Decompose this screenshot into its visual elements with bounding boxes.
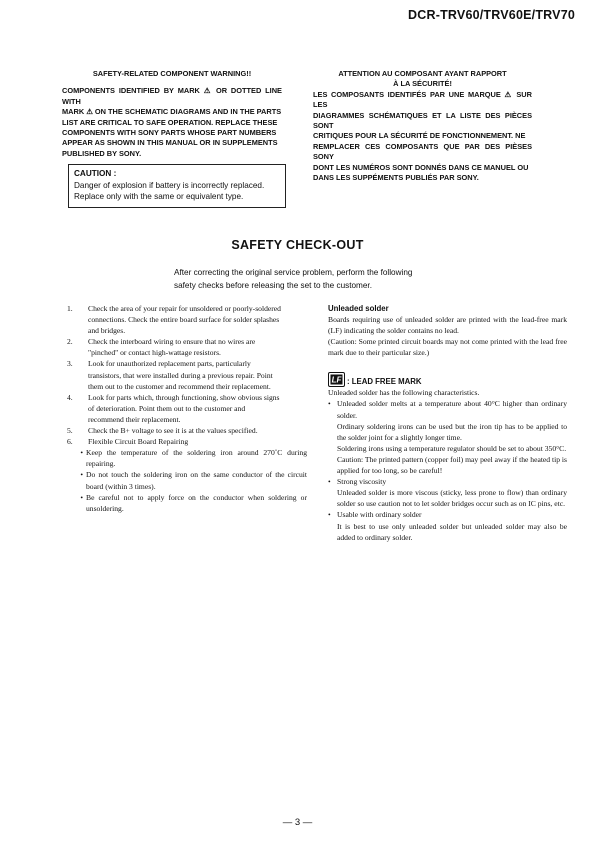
item-number: 4. bbox=[67, 392, 73, 402]
caution-line: Replace only with the same or equivalent type. bbox=[74, 192, 244, 202]
flex-repair-bullet bbox=[67, 469, 307, 491]
item-text bbox=[88, 303, 307, 336]
unleaded-paragraph: Boards requiring use of unleaded solder are printed with the lead-free mark (LF) indicating the solder contains no lead. bbox=[328, 315, 567, 336]
battery-caution-box bbox=[68, 164, 286, 208]
item-line: them out to the customer and recommend their replacement. bbox=[88, 381, 271, 391]
bullet-text: Do not touch the soldering iron on the same conductor of the circuit board (within 3 times). bbox=[86, 470, 307, 491]
bullet-detail: It is best to use only unleaded solder but unleaded solder may also be added to ordinary solder. bbox=[337, 521, 567, 542]
model-number-header: DCR-TRV60/TRV60E/TRV70 bbox=[408, 8, 575, 22]
checklist-item bbox=[67, 358, 307, 391]
bullet-text: Be careful not to apply force on the conductor when soldering or unsoldering. bbox=[86, 492, 307, 513]
bullet-text: Usable with ordinary solder bbox=[337, 510, 422, 520]
checklist-item bbox=[67, 336, 307, 358]
lead-free-section bbox=[328, 303, 567, 543]
caution-line: Danger of explosion if battery is incorrectly replaced. bbox=[74, 180, 265, 190]
bullet-icon: • bbox=[80, 448, 83, 458]
item-text bbox=[88, 436, 307, 447]
bullet-icon: • bbox=[328, 510, 331, 520]
intro-line: safety checks before releasing the set to the customer. bbox=[174, 281, 372, 291]
warning-line: COMPONENTS WITH SONY PARTS WHOSE PART NUMBERS bbox=[62, 128, 277, 138]
lead-free-mark-text: LF bbox=[331, 375, 342, 385]
lead-free-bullet bbox=[328, 476, 567, 487]
bullet-detail: Caution: The printed pattern (copper foil) may peel away if the heated tip is applied for too long, so be careful! bbox=[337, 454, 567, 476]
warning-title: SAFETY-RELATED COMPONENT WARNING!! bbox=[92, 69, 252, 78]
warning-line: LIST ARE CRITICAL TO SAFE OPERATION. REPLACE THESE bbox=[62, 117, 278, 127]
warning-title-line: ATTENTION AU COMPOSANT AYANT RAPPORT bbox=[338, 69, 507, 78]
warning-line: APPEAR AS SHOWN IN THIS MANUAL OR IN SUPPLEMENTS bbox=[62, 138, 278, 148]
item-line: Check the interboard wiring to ensure that no wires are bbox=[88, 337, 256, 347]
bullet-detail: Unleaded solder is more viscous (sticky, less prone to flow) than ordinary solder so use caution not to let solder bridges occur such as on IC pins, etc. bbox=[337, 488, 567, 509]
safety-check-out-title: SAFETY CHECK-OUT bbox=[231, 238, 364, 252]
warning-title-line: À LA SÉCURITÉ! bbox=[393, 79, 452, 89]
item-number: 3. bbox=[67, 359, 73, 369]
flex-repair-bullet bbox=[67, 492, 307, 514]
item-line: "pinched" or contact high-wattage resistors. bbox=[88, 348, 221, 358]
checklist-item bbox=[67, 436, 307, 447]
safety-warning-french bbox=[313, 69, 532, 183]
item-line: Look for unauthorized replacement parts, particularly bbox=[88, 359, 251, 369]
warning-line: REMPLACER CES COMPOSANTS QUE PAR DES PIÈSES SONY bbox=[313, 141, 532, 162]
warning-line: COMPONENTS IDENTIFIED BY MARK ⚠ OR DOTTED LINE WITH bbox=[62, 86, 282, 106]
item-line: of deterioration. Point them out to the customer and bbox=[88, 403, 246, 413]
bullet-icon: • bbox=[328, 477, 331, 487]
safety-checklist bbox=[67, 303, 307, 514]
bullet-detail: Ordinary soldering irons can be used but the iron tip has to be applied to the solder joint for a slightly longer time. bbox=[337, 421, 567, 442]
lead-free-bullet bbox=[328, 398, 567, 420]
warning-line: MARK ⚠ ON THE SCHEMATIC DIAGRAMS AND IN THE PARTS bbox=[62, 107, 282, 117]
lead-free-mark-heading bbox=[328, 372, 567, 387]
item-line: and bridges. bbox=[88, 326, 126, 336]
item-text bbox=[88, 358, 307, 391]
item-text bbox=[88, 425, 307, 436]
bullet-icon: • bbox=[80, 492, 83, 502]
page-number: — 3 — bbox=[282, 817, 313, 828]
bullet-icon: • bbox=[328, 399, 331, 409]
item-line: transistors, that were installed during a previous repair. Point bbox=[88, 370, 273, 380]
item-line: Check the area of your repair for unsoldered or poorly-soldered bbox=[88, 304, 281, 313]
item-line: Check the B+ voltage to see it is at the values specified. bbox=[88, 426, 258, 436]
item-line: Look for parts which, through functioning, show obvious signs bbox=[88, 392, 280, 402]
lead-free-bullet bbox=[328, 509, 567, 520]
warning-title-french bbox=[313, 69, 532, 90]
lead-free-mark-title: : LEAD FREE MARK bbox=[347, 377, 422, 387]
warning-line: DIAGRAMMES SCHÉMATIQUES ET LA LISTE DES PIÈCES SONT bbox=[313, 110, 532, 131]
lead-free-mark-icon bbox=[328, 372, 345, 387]
warning-text-french bbox=[313, 90, 532, 184]
warning-line: DANS LES SUPPÉMENTS PUBLIÉS PAR SONY. bbox=[313, 173, 479, 183]
intro-line: After correcting the original service problem, perform the following bbox=[174, 268, 413, 277]
checklist-item bbox=[67, 392, 307, 425]
bullet-icon: • bbox=[80, 470, 83, 480]
item-text bbox=[88, 392, 307, 425]
safety-intro bbox=[174, 266, 454, 292]
item-number: 5. bbox=[67, 426, 73, 436]
item-number: 6. bbox=[67, 437, 73, 447]
warning-line: CRITIQUES POUR LA SÉCURITÉ DE FONCTIONNEMENT. NE bbox=[313, 131, 526, 141]
bullet-text: Unleaded solder melts at a temperature about 40°C higher than ordinary solder. bbox=[337, 399, 567, 420]
item-line: recommend their replacement. bbox=[88, 414, 181, 424]
item-line: Flexible Circuit Board Repairing bbox=[88, 437, 189, 447]
item-number: 2. bbox=[67, 337, 73, 347]
checklist-item bbox=[67, 425, 307, 436]
warning-line: LES COMPOSANTS IDENTIFÉS PAR UNE MARQUE ⚠ SUR LES bbox=[313, 89, 532, 110]
warning-line: DONT LES NUMÉROS SONT DONNÉS DANS CE MANUEL OU bbox=[313, 162, 529, 172]
caution-title: CAUTION : bbox=[74, 169, 117, 178]
warning-text bbox=[62, 86, 282, 159]
unleaded-caution-paragraph: (Caution: Some printed circuit boards may not come printed with the lead free mark due to their particular size.) bbox=[328, 337, 567, 358]
item-text bbox=[88, 336, 307, 358]
item-number: 1. bbox=[67, 304, 73, 313]
unleaded-solder-heading: Unleaded solder bbox=[328, 304, 389, 313]
safety-warning-english bbox=[62, 69, 282, 159]
warning-line: PUBLISHED BY SONY. bbox=[62, 148, 142, 158]
bullet-text: Strong viscosity bbox=[337, 477, 387, 487]
lead-free-intro: Unleaded solder has the following characteristics. bbox=[328, 388, 480, 398]
checklist-item bbox=[67, 303, 307, 336]
bullet-text: Keep the temperature of the soldering iron around 270˚C during repairing. bbox=[86, 448, 307, 469]
item-line: connections. Check the entire board surface for solder splashes bbox=[88, 315, 280, 325]
flex-repair-bullet bbox=[67, 447, 307, 469]
bullet-detail: Soldering irons using a temperature regulator should be set to about 350°C. bbox=[337, 443, 567, 453]
